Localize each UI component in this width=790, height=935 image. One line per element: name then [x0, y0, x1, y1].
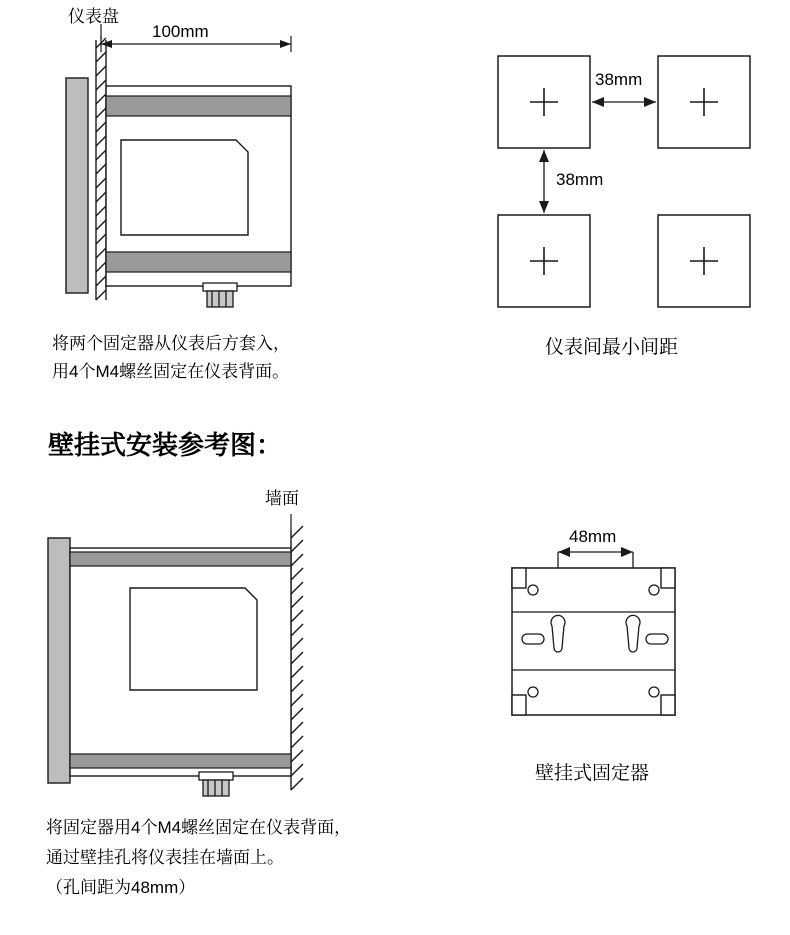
wall-bracket-bottom	[70, 754, 291, 768]
vertical-spacing-dimension	[539, 150, 549, 213]
bracket-caption: 壁挂式固定器	[535, 763, 650, 784]
instrument-bezel-wall	[48, 538, 70, 783]
panel-mount-diagram	[0, 0, 400, 330]
wall-mount-heading: 壁挂式安装参考图：	[48, 430, 283, 460]
wall-mount-caption-line2: 通过壁挂孔将仪表挂在墙面上。	[46, 848, 284, 867]
wall-bracket-diagram	[470, 520, 730, 750]
mounting-bracket-top	[106, 96, 291, 116]
vertical-spacing-label: 38mm	[553, 170, 606, 190]
horizontal-spacing-label: 38mm	[592, 70, 645, 90]
panel-board-label: 仪表盘	[68, 7, 119, 26]
mounting-bracket-bottom	[106, 252, 291, 272]
depth-dimension-label: 100mm	[152, 22, 209, 41]
wall-hatch	[291, 526, 303, 790]
bracket-drawing	[470, 520, 730, 750]
wall-label: 墙面	[265, 489, 299, 508]
panel-mount-drawing	[0, 0, 400, 330]
wall-mount-caption-line1: 将固定器用4个M4螺丝固定在仪表背面，	[46, 818, 352, 837]
panel-mount-caption-line2: 用4个M4螺丝固定在仪表背面。	[52, 362, 290, 381]
instrument-bezel	[66, 78, 88, 293]
instrument-module-wall	[130, 588, 257, 690]
horizontal-spacing-dimension	[592, 97, 656, 107]
hole-spacing-label: 48mm	[566, 527, 619, 547]
panel-board-hatch	[96, 38, 106, 300]
wall-mount-caption-line3: （孔间距为48mm）	[46, 878, 196, 897]
spacing-caption: 仪表间最小间距	[545, 337, 679, 358]
wall-bracket-top	[70, 552, 291, 566]
cable-gland-wall	[199, 772, 233, 796]
wall-mount-diagram	[0, 500, 400, 810]
wall-mount-drawing	[0, 500, 400, 810]
cable-gland	[203, 283, 237, 307]
instrument-module	[121, 140, 248, 235]
panel-mount-caption-line1: 将两个固定器从仪表后方套入，	[52, 334, 290, 353]
